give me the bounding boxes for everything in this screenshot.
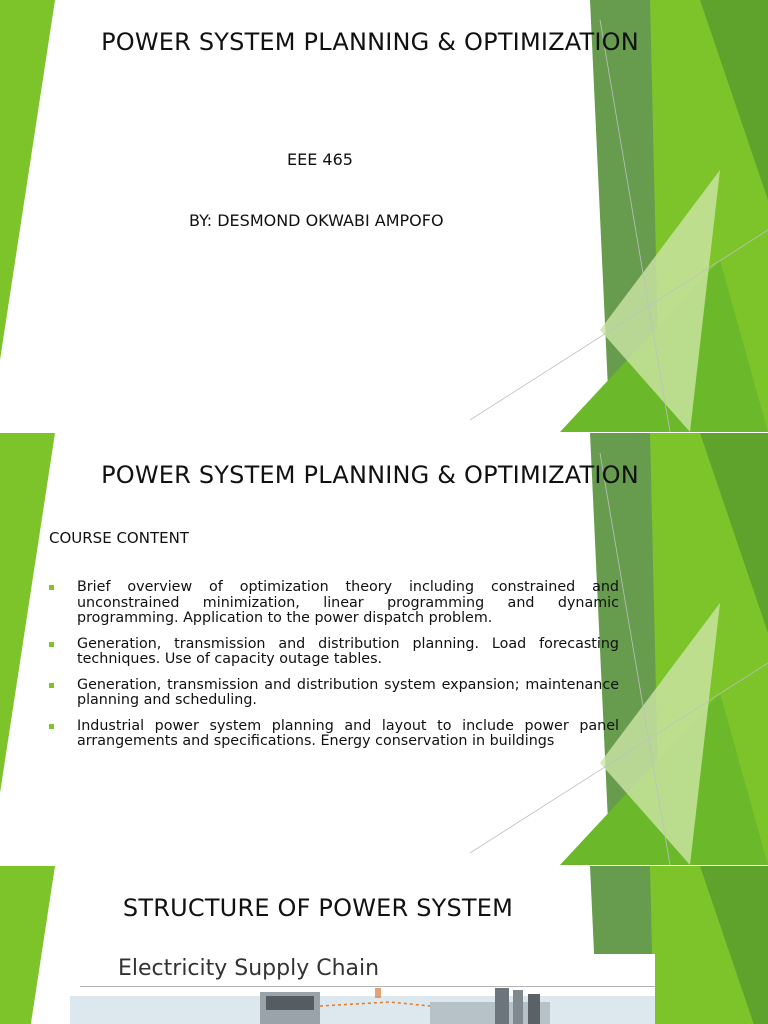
divider [80, 986, 655, 987]
bullet-icon [49, 724, 54, 729]
slide-title [0, 0, 768, 432]
list-item [47, 678, 619, 709]
slide-course-content [0, 433, 768, 865]
list-item [47, 637, 619, 668]
bullet-text: Industrial power system planning and layout to include power panel arrangements and specifications. Energy conservation in buildings [77, 717, 619, 749]
section-heading: COURSE CONTENT [49, 529, 189, 547]
bullet-text: Generation, transmission and distribution planning. Load forecasting techniques. Use of capacity outage tables. [77, 635, 619, 667]
slide-title-text: STRUCTURE OF POWER SYSTEM [122, 894, 514, 922]
supply-chain-image [70, 954, 655, 1024]
image-caption: Electricity Supply Chain [118, 956, 380, 981]
supply-chain-illustration [70, 988, 655, 1024]
bullet-icon [49, 585, 54, 590]
list-item [47, 580, 619, 627]
list-item [47, 719, 619, 750]
bullet-text: Generation, transmission and distribution system expansion; maintenance planning and scheduling. [77, 676, 619, 708]
bullet-list [47, 580, 619, 760]
slide-structure [0, 866, 768, 1024]
bullet-text: Brief overview of optimization theory including constrained and unconstrained minimization, linear programming and dynamic programming. Application to the power dispatch problem. [77, 579, 619, 626]
bullet-icon [49, 683, 54, 688]
bullet-icon [49, 642, 54, 647]
course-code: EEE 465 [287, 150, 353, 169]
slide-title-text: POWER SYSTEM PLANNING & OPTIMIZATION [101, 28, 639, 56]
slide-title-text: POWER SYSTEM PLANNING & OPTIMIZATION [101, 461, 639, 489]
author: BY: DESMOND OKWABI AMPOFO [189, 211, 444, 230]
